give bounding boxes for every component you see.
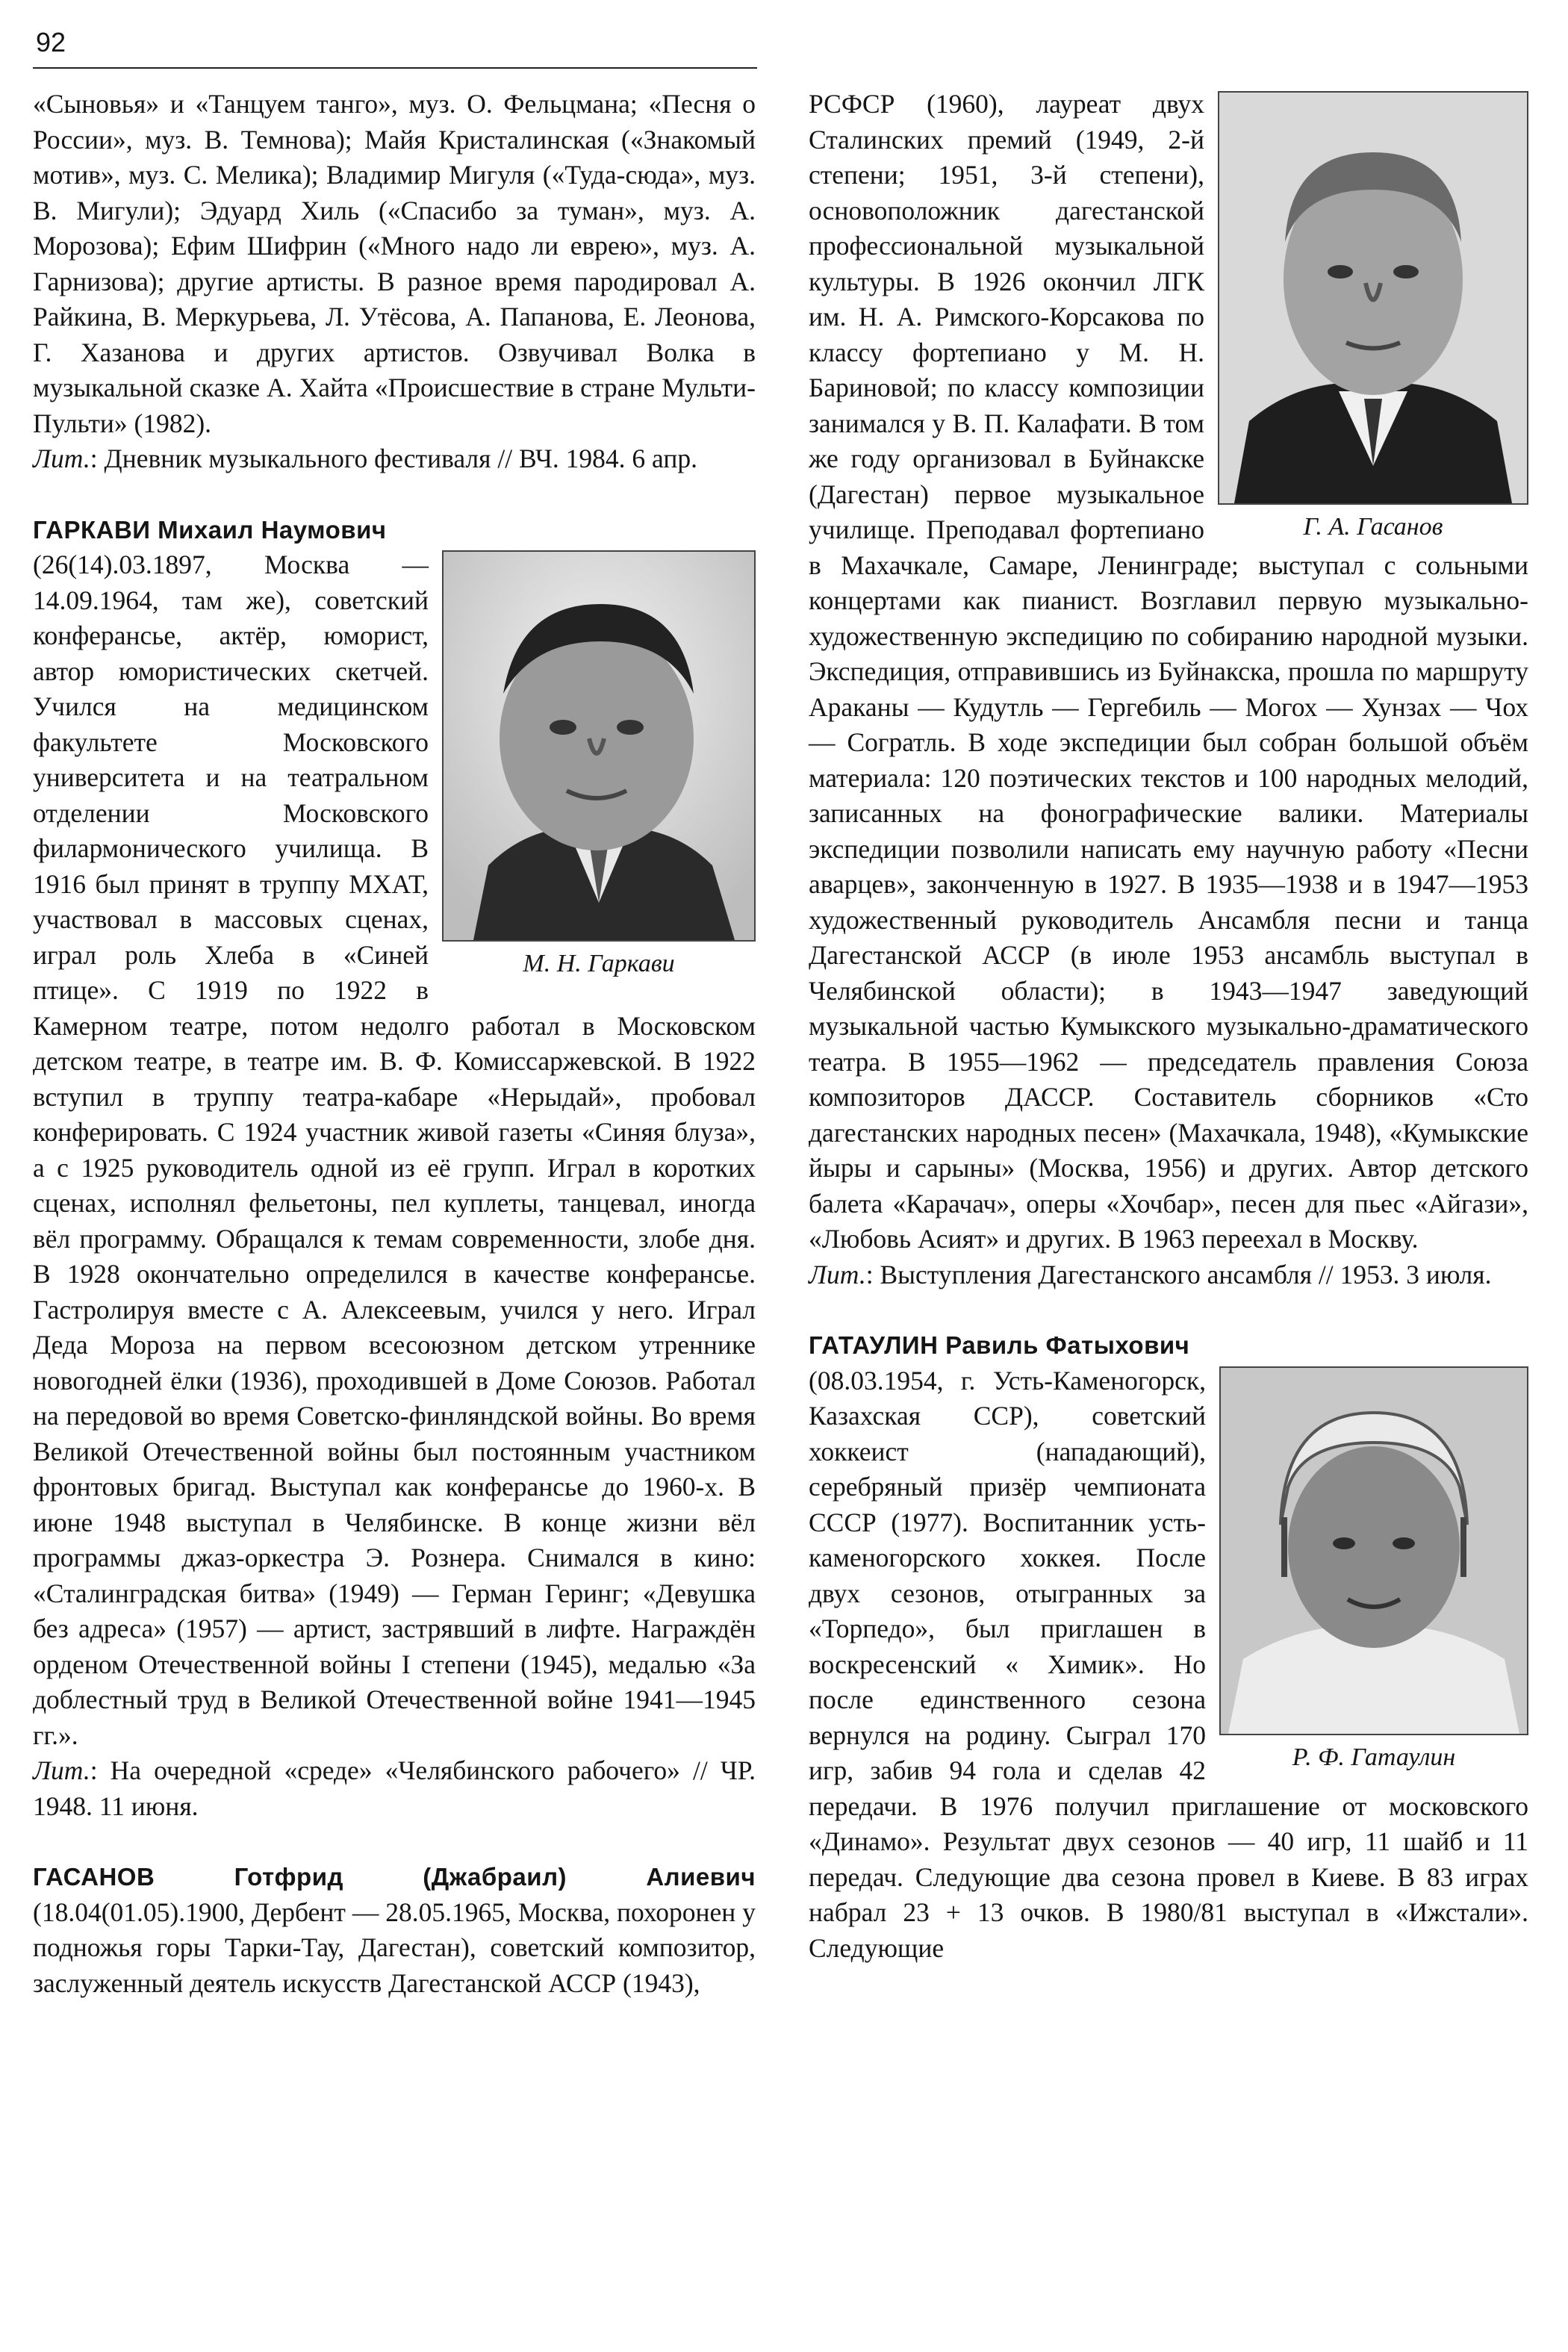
continuation-text: «Сыновья» и «Танцуем танго», муз. О. Фельцмана; «Песня о России», муз. В. Темнова); Майя Кристалинская («Знакомый мотив», муз. С. Мелика); Владимир Мигуля («Туда-сюда», муз. В. Мигули); Эдуард Хиль («Спасибо за туман», муз. А. Морозова); Ефим Шифрин («Много надо ли еврею», муз. А. Гарнизова); другие артисты. В разное время пародировал А. Райкина, В. Меркурьева, Л. Утёсова, А. Папанова, Е. Леонова, Г. Хазанова и других артистов. Озвучивал Волка в музыкальной сказке А. Хайта «Происшествие в стране Мульти-Пульти» (1982). <box>33 89 756 438</box>
gasanov-headword: ГАСАНОВ Готфрид (Джабраил) Алиевич <box>33 1863 756 1891</box>
left-column <box>33 87 756 2001</box>
garkavi-text: (26(14).03.1897, Москва — 14.09.1964, там же), советский конферансье, актёр, юморист, автор юмористических скетчей. Учился на медицинском факультете Московского университета и на театральном отделении Московского филармонического училища. В 1916 был принят в труппу МХАТ, участвовал в массовых сценах, играл роль Хлеба в «Синей птице». С 1919 по 1922 в Камерном театре, потом недолго работал в Московском детском театре, в театре им. В. Ф. Комиссаржевской. В 1922 вступил в труппу театра-кабаре «Нерыдай», пробовал конферировать. С 1924 участник живой газеты «Синяя блуза», а с 1925 руководитель одной из её групп. Играл в коротких сценах, исполнял фельетоны, пел куплеты, танцевал, иногда вёл программу. Обращался к темам современности, злобе дня. В 1928 окончательно определился в качестве конферансье. Гастролируя вместе с А. Алексеевым, учился у него. Играл Деда Мороза на первом всесоюзном детском утреннике новогодней ёлки (1936), проходившей в Доме Союзов. Работал на передовой во время Советско-финляндской войны. Во время Великой Отечественной войны был постоянным участником фронтовых бригад. Выступал как конферансье до 1960-х. В июне 1948 выступал в Челябинске. В конце жизни вёл программы джаз-оркестра Э. Рознера. Снимался в кино: «Сталинградская битва» (1949) — Герман Геринг; «Девушка без адреса» (1957) — артист, застрявший в лифте. Награждён орденом Отечественной войны I степени (1945), медалью «За доблестный труд в Великой Отечественной войне 1941—1945 гг.». <box>33 550 756 1750</box>
garkavi-literature <box>33 1753 756 1824</box>
gasanov-photo <box>1218 91 1528 544</box>
garkavi-headword: ГАРКАВИ Михаил Наумович <box>33 515 387 544</box>
gasanov-caption: Г. А. Гасанов <box>1303 513 1443 541</box>
continuation-paragraph <box>33 87 756 441</box>
gasanov-text-cont: РСФСР (1960), лауреат двух Сталинских премий (1949, 2-й степени; 1951, 3-й степени), основоположник дагестанской профессиональной музыкальной культуры. В 1926 окончил ЛГК им. Н. А. Римского-Корсакова по классу фортепиано у М. Н. Бариновой; по классу композиции занимался у В. П. Калафати. В том же году организовал в Буйнакске (Дагестан) первое музыкальное училище. Преподавал фортепиано в Махачкале, Самаре, Ленинграде; выступал с сольными концертами как пианист. Возглавил первую музыкально-художественную экспедицию по собиранию народной музыки. Экспедиция, отправившись из Буйнакска, прошла по маршруту Араканы — Кудутль — Гергебиль — Могох — Хунзах — Чох — Согратль. В ходе экспедиции был собран большой объём материала: 120 поэтических текстов и 100 народных мелодий, записанных на фонографические валики. Материалы экспедиции позволили написать ему научную работу «Песни аварцев», законченную в 1927. В 1935—1938 и в 1947—1953 художественный руководитель Ансамбля песни и танца Дагестанской АССР (в июле 1953 ансамбль выступал в Челябинской области); в 1943—1947 заведующий музыкальной частью Кумыкского музыкально-драматического театра. В 1955—1962 — председатель правления Союза композиторов ДАССР. Составитель сборников «Сто дагестанских народных песен» (Махачкала, 1948), «Кумыкские йыры и сарыны» (Москва, 1956) и других. Автор детского балета «Карачач», оперы «Хочбар», песен для пьес «Айгази», «Любовь Асият» и других. В 1963 переехал в Москву. <box>809 89 1528 1254</box>
gataulin-first-line <box>809 1328 1528 1363</box>
gataulin-portrait-image <box>1221 1368 1527 1734</box>
lit-text: : На очередной «среде» «Челябинского рабочего» // ЧР. 1948. 11 июня. <box>33 1755 756 1821</box>
header-rule <box>33 67 757 69</box>
entry-gap <box>809 1292 1528 1328</box>
gasanov-paragraph <box>33 1859 756 2001</box>
lit-text: : Дневник музыкального фестиваля // ВЧ. 1984. 6 апр. <box>90 444 697 473</box>
lit-label: Лит. <box>33 444 90 473</box>
garkavi-portrait-image <box>444 552 754 940</box>
garkavi-caption: М. Н. Гаркави <box>523 950 675 977</box>
garkavi-photo <box>442 550 756 980</box>
lit-label: Лит. <box>33 1755 90 1785</box>
gasanov-literature <box>809 1257 1528 1293</box>
right-column <box>809 87 1528 1966</box>
gataulin-photo <box>1219 1366 1528 1774</box>
garkavi-first-line <box>33 512 756 548</box>
continuation-literature <box>33 441 756 477</box>
gasanov-text: (18.04(01.05).1900, Дербент — 28.05.1965, Москва, похоронен у подножья горы Тарки-Тау, Дагестан), советский композитор, заслуженный деятель искусств Дагестанской АССР (1943), <box>33 1897 756 1998</box>
gataulin-caption: Р. Ф. Гатаулин <box>1292 1743 1456 1771</box>
gataulin-headword: ГАТАУЛИН Равиль Фатыхович <box>809 1331 1190 1359</box>
entry-gap <box>33 1824 756 1859</box>
lit-text: : Выступления Дагестанского ансамбля // 1953. 3 июля. <box>865 1259 1492 1289</box>
entry-gap <box>33 477 756 512</box>
gasanov-portrait-image <box>1219 93 1527 503</box>
page-number: 92 <box>36 27 66 57</box>
gataulin-text: (08.03.1954, г. Усть-Каменогорск, Казахская ССР), советский хоккеист (нападающий), серебряный призёр чемпионата СССР (1977). Воспитанник усть-каменогорского хоккея. После двух сезонов, отыгранных за «Торпедо», был приглашен в воскресенский « Химик». Но после единственного сезона вернулся на родину. Сыграл 170 игр, забив 94 гола и сделав 42 передачи. В 1976 получил приглашение от московского «Динамо». Результат двух сезонов — 40 игр, 11 шайб и 11 передач. Следующие два сезона провел в Киеве. В 83 играх набрал 23 + 13 очков. В 1980/81 выступал в «Ижстали». Следующие <box>809 1365 1528 1963</box>
lit-label: Лит. <box>809 1259 866 1289</box>
